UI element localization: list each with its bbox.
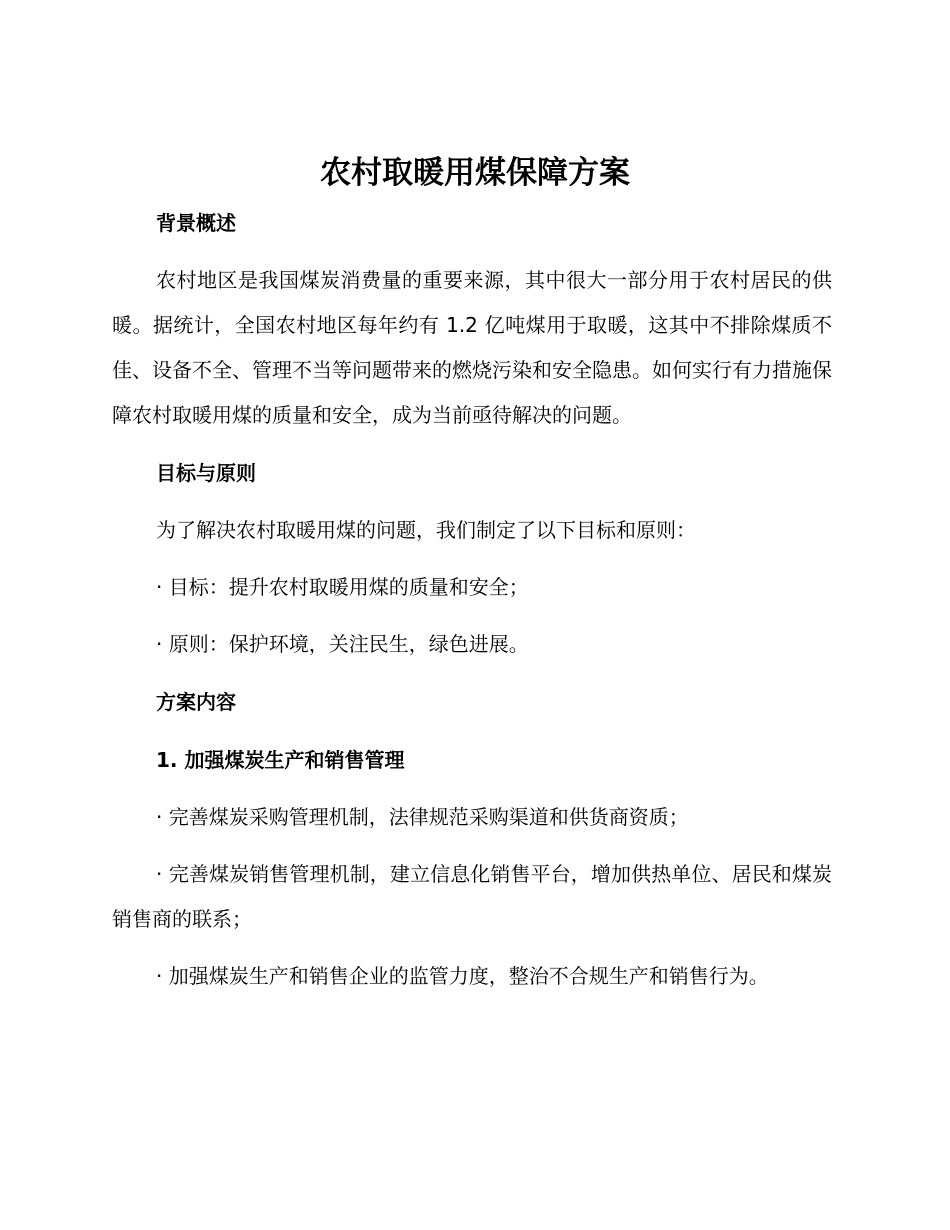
- document-title: 农村取暖用煤保障方案: [320, 155, 630, 191]
- subsection-heading-coal-management: 1. 加强煤炭生产和销售管理: [156, 748, 405, 772]
- plan-bullet-procurement: · 完善煤炭采购管理机制，法律规范采购渠道和供货商资质；: [156, 805, 689, 829]
- background-paragraph: 农村地区是我国煤炭消费量的重要来源，其中很大一部分用于农村居民的供暖。据统计，全国农村地区每年约有 1.2 亿吨煤用于取暖，这其中不排除煤质不佳、设备不全、管理不当等问题带来的燃烧污染和安全隐患。如何实行有力措施保障农村取暖用煤的质量和安全，成为当前亟待解决的问题。: [112, 268, 832, 427]
- section-heading-goals: 目标与原则: [156, 461, 256, 485]
- principle-bullet: · 原则：保护环境，关注民生，绿色进展。: [156, 632, 529, 656]
- goals-intro-paragraph: 为了解决农村取暖用煤的问题，我们制定了以下目标和原则：: [156, 518, 696, 542]
- plan-bullet-sales: · 完善煤炭销售管理机制，建立信息化销售平台，增加供热单位、居民和煤炭销售商的联系；: [112, 862, 832, 931]
- section-heading-background: 背景概述: [156, 211, 236, 235]
- goal-bullet: · 目标：提升农村取暖用煤的质量和安全；: [156, 575, 529, 599]
- section-heading-plan: 方案内容: [156, 690, 236, 714]
- document-body: [112, 200, 832, 999]
- plan-bullet-supervision: · 加强煤炭生产和销售企业的监管力度，整治不合规生产和销售行为。: [156, 964, 769, 988]
